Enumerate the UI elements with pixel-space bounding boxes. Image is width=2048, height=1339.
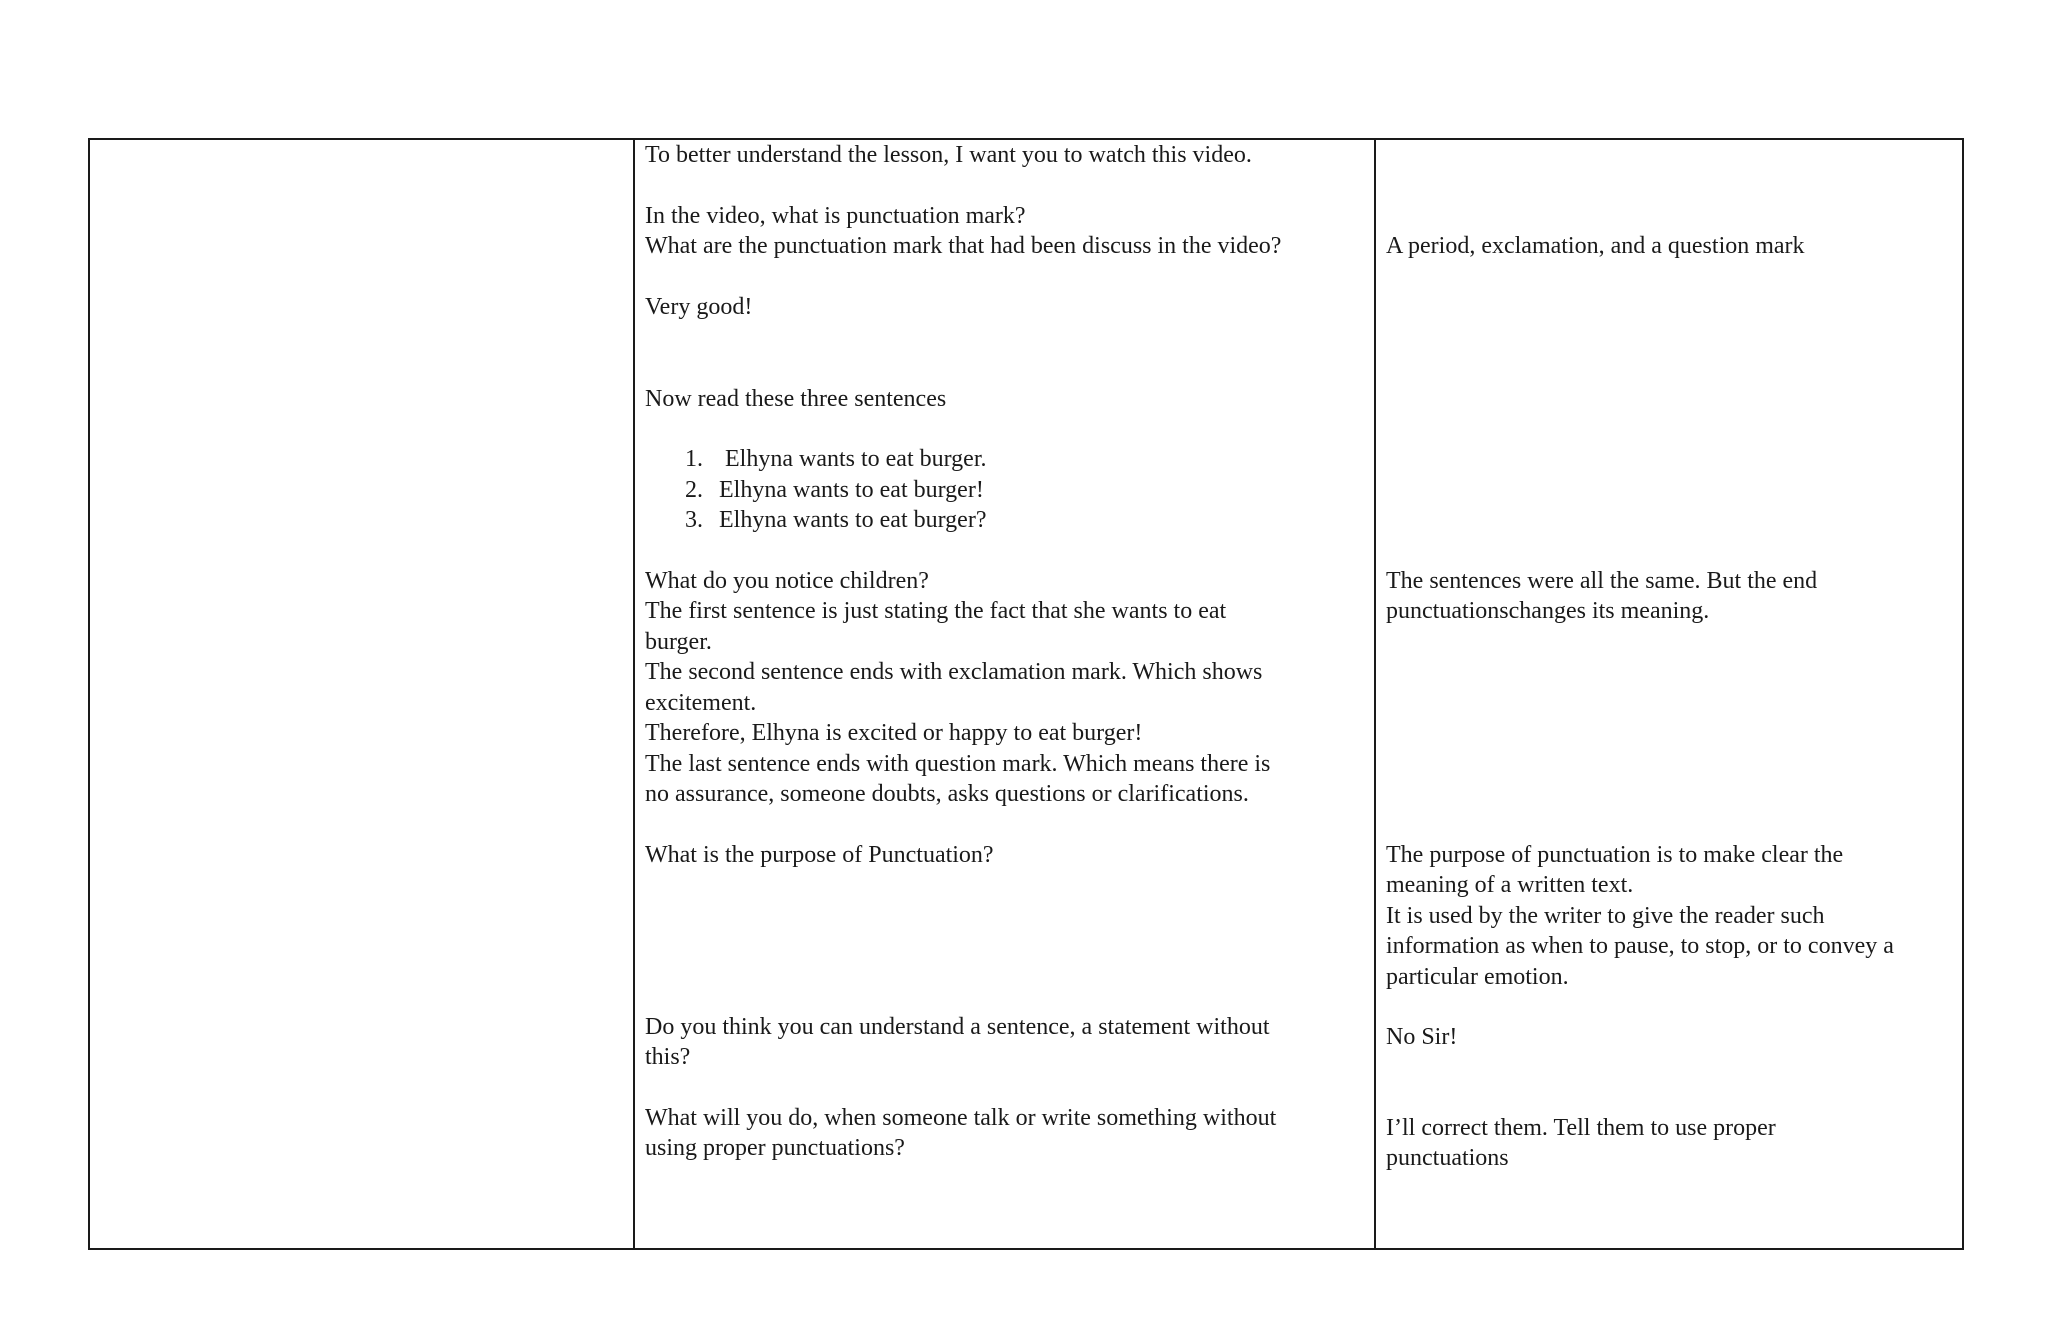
video-question-1: In the video, what is punctuation mark? — [645, 203, 1026, 229]
answer-purpose-line: It is used by the writer to give the reader such — [1386, 903, 1825, 929]
video-question-2: What are the punctuation mark that had been discuss in the video? — [645, 233, 1282, 259]
understand-question-line: Do you think you can understand a sentence, a statement without — [645, 1014, 1270, 1040]
intro-text: To better understand the lesson, I want you to watch this video. — [645, 142, 1252, 168]
answer-notice-line: punctuationschanges its meaning. — [1386, 598, 1710, 624]
notice-line: The first sentence is just stating the fact that she wants to eat — [645, 598, 1227, 624]
sentence-text: Elhyna wants to eat burger! — [719, 477, 984, 503]
sentence-item-3 — [685, 505, 986, 536]
purpose-question: What is the purpose of Punctuation? — [645, 842, 994, 868]
notice-line: What do you notice children? — [645, 568, 929, 594]
correct-question-line: What will you do, when someone talk or write something without — [645, 1105, 1277, 1131]
answer-understand: No Sir! — [1386, 1024, 1458, 1050]
notice-line: no assurance, someone doubts, asks questions or clarifications. — [645, 781, 1249, 807]
answer-purpose-line: particular emotion. — [1386, 964, 1569, 990]
praise-text: Very good! — [645, 294, 753, 320]
correct-question-line: using proper punctuations? — [645, 1135, 905, 1161]
understand-question-line: this? — [645, 1044, 691, 1070]
sentence-item-2 — [685, 475, 984, 506]
notice-line: excitement. — [645, 690, 757, 716]
sentence-number: 1. — [685, 446, 703, 472]
sentence-number: 3. — [685, 507, 703, 533]
lesson-table — [88, 138, 1964, 1250]
sentence-text: Elhyna wants to eat burger? — [719, 507, 987, 533]
notice-line: The last sentence ends with question mark. Which means there is — [645, 751, 1271, 777]
answer-purpose-line: The purpose of punctuation is to make clear the — [1386, 842, 1844, 868]
sentence-item-1 — [685, 444, 987, 475]
sentence-number: 2. — [685, 477, 703, 503]
pupil-activity-cell — [1374, 140, 1962, 1248]
answer-marks: A period, exclamation, and a question mark — [1386, 233, 1805, 259]
notice-line: Therefore, Elhyna is excited or happy to eat burger! — [645, 720, 1143, 746]
notice-line: The second sentence ends with exclamation mark. Which shows — [645, 659, 1263, 685]
answer-purpose-line: information as when to pause, to stop, or to convey a — [1386, 933, 1894, 959]
answer-correct-line: punctuations — [1386, 1145, 1509, 1171]
answer-purpose-line: meaning of a written text. — [1386, 872, 1634, 898]
teacher-activity-cell — [633, 140, 1376, 1248]
answer-correct-line: I’ll correct them. Tell them to use proper — [1386, 1115, 1776, 1141]
notice-line: burger. — [645, 629, 712, 655]
left-column-cell — [90, 140, 635, 1248]
sentence-text: Elhyna wants to eat burger. — [725, 446, 987, 472]
read-prompt: Now read these three sentences — [645, 386, 947, 412]
answer-notice-line: The sentences were all the same. But the end — [1386, 568, 1818, 594]
